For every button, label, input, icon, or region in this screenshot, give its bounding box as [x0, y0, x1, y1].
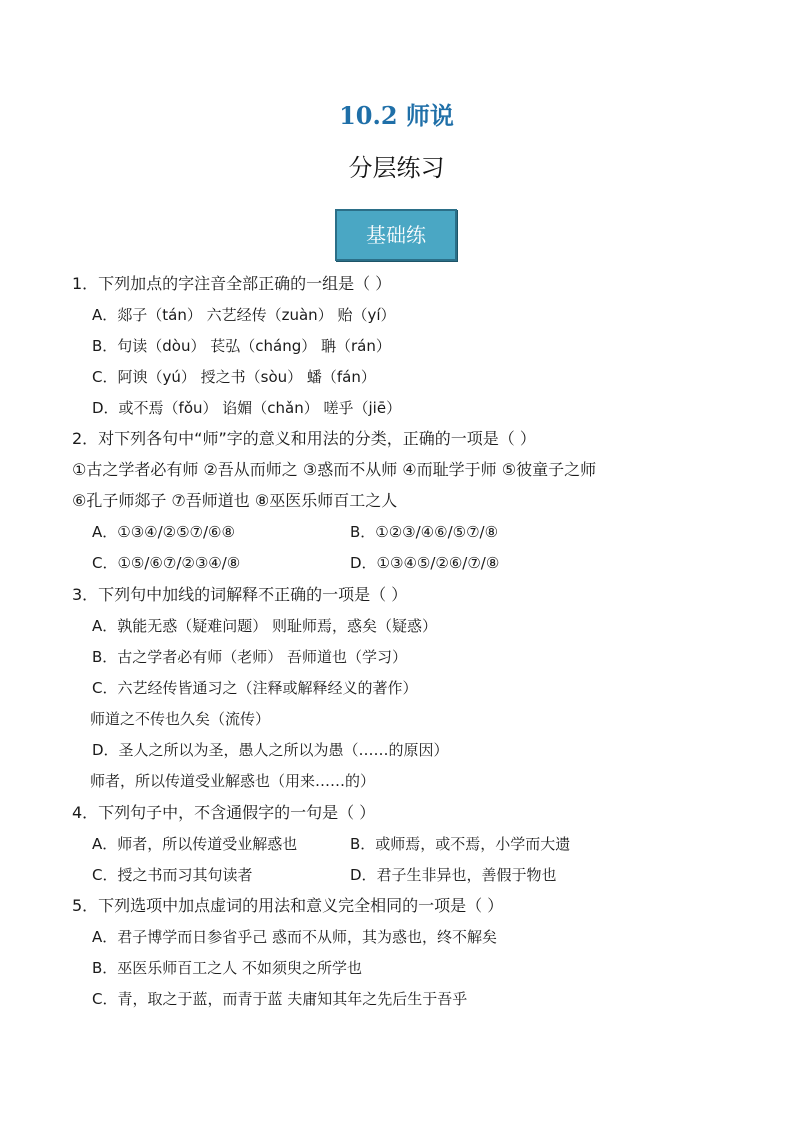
question-4-option-c: C．授之书而习其句读者 [92, 866, 253, 884]
question-3-option-c-cont: 师道之不传也久矣（流传） [90, 710, 271, 728]
question-2-option-a: A．①③④/②⑤⑦/⑥⑧ [92, 523, 235, 541]
question-3-option-b: B．古之学者必有师（老师） 吾师道也（学习） [92, 648, 408, 666]
page-title: 10.2 师说 [339, 101, 454, 130]
question-5-option-a: A．君子博学而日参省乎己 惑而不从师，其为惑也，终不解矣 [92, 928, 498, 946]
question-3-option-d-cont: 师者，所以传道受业解惑也（用来……的） [90, 772, 376, 790]
question-3-stem: 3．下列句中加线的词解释不正确的一项是（ ） [72, 585, 408, 604]
question-5-option-b: B．巫医乐师百工之人 不如须臾之所学也 [92, 959, 363, 977]
question-3-option-d: D．圣人之所以为圣，愚人之所以为愚（……的原因） [92, 741, 449, 759]
question-3-option-c: C．六艺经传皆通习之（注释或解释经义的著作） [92, 679, 418, 697]
question-2-option-c: C．①⑤/⑥⑦/②③④/⑧ [92, 554, 241, 572]
question-2-line-2: ⑥孔子师郯子 ⑦吾师道也 ⑧巫医乐师百工之人 [72, 491, 398, 510]
question-2-option-d: D．①③④⑤/②⑥/⑦/⑧ [350, 554, 500, 572]
question-2-stem: 2．对下列各句中“师”字的意义和用法的分类，正确的一项是（ ） [72, 429, 536, 448]
page-subtitle: 分层练习 [348, 154, 445, 182]
question-5-stem: 5．下列选项中加点虚词的用法和意义完全相同的一项是（ ） [72, 896, 504, 915]
question-2-line-1: ①古之学者必有师 ②吾从而师之 ③惑而不从师 ④而耻学于师 ⑤彼童子之师 [72, 460, 597, 479]
question-4-option-b: B．或师焉，或不焉，小学而大遗 [350, 835, 571, 853]
question-2-option-b: B．①②③/④⑥/⑤⑦/⑧ [350, 523, 499, 541]
question-1-option-c: C．阿谀（yú） 授之书（sòu） 蟠（fán） [92, 368, 376, 386]
question-1-option-a: A．郯子（tán） 六艺经传（zuàn） 贻（yí） [92, 306, 396, 324]
question-4-stem: 4．下列句子中，不含通假字的一句是（ ） [72, 803, 376, 822]
question-1-option-b: B．句读（dòu） 苌弘（cháng） 聃（rán） [92, 337, 391, 355]
question-4-option-a: A．师者，所以传道受业解惑也 [92, 835, 298, 853]
question-4-option-d: D．君子生非异也，善假于物也 [350, 866, 557, 884]
question-1-option-d: D．或不焉（fǒu） 谄媚（chǎn） 嗟乎（jiē） [92, 399, 402, 417]
question-1-stem: 1．下列加点的字注音全部正确的一组是（ ） [72, 274, 392, 293]
section-badge: 基础练 [335, 209, 457, 261]
question-3-option-a: A．孰能无惑（疑难问题） 则耻师焉，惑矣（疑惑） [92, 617, 438, 635]
question-5-option-c: C．青，取之于蓝，而青于蓝 夫庸知其年之先后生于吾乎 [92, 990, 468, 1008]
